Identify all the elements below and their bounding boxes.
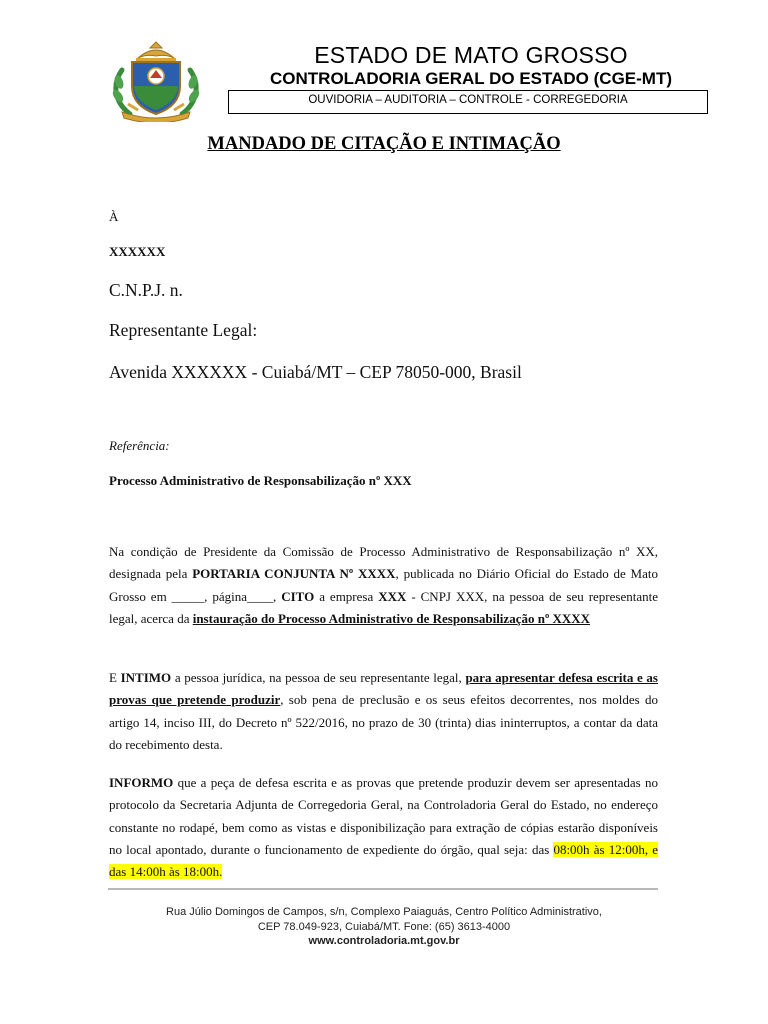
recipient-representative: Representante Legal: bbox=[109, 320, 258, 340]
recipient-cnpj: C.N.P.J. n. bbox=[109, 280, 183, 300]
citation-paragraph: Na condição de Presidente da Comissão de Processo Administrativo de Responsabilização nº XX, designada pela PORTARIA CONJUNTA Nº XXXX, publicada no Diário Oficial do Estado de Mato Grosso em _____, página____, CITO a empresa XXX - CNPJ XXX, na pessoa de seu representante legal, acerca da instauração do Processo Administrativo de Responsabilização nº XXXX bbox=[109, 544, 658, 626]
header-organization-name: CONTROLADORIA GERAL DO ESTADO (CGE-MT) bbox=[270, 69, 672, 88]
footer-divider bbox=[108, 888, 658, 890]
footer-address-line2: CEP 78.049-923, Cuiabá/MT. Fone: (65) 3613-4000 bbox=[257, 920, 511, 933]
document-title: MANDADO DE CITAÇÃO E INTIMAÇÃO bbox=[207, 134, 561, 154]
header-departments-box: OUVIDORIA – AUDITORIA – CONTROLE - CORREGEDORIA bbox=[228, 90, 708, 114]
reference-text: Processo Administrativo de Responsabilização nº XXX bbox=[109, 473, 412, 488]
recipient-to: À bbox=[109, 209, 119, 224]
reference-label: Referência: bbox=[109, 438, 170, 453]
office-hours-highlight: 08:00h às 12:00h, e das 14:00h às 18:00h. bbox=[109, 841, 658, 880]
footer-address bbox=[0, 905, 768, 949]
intimation-paragraph: E INTIMO a pessoa jurídica, na pessoa de seu representante legal, para apresentar defesa escrita e as provas que pretende produzir, sob pena de preclusão e os seus efeitos decorrentes, nos moldes do artigo 14, inciso III, do Decreto nº 522/2016, no prazo de 30 (trinta) dias ininterruptos, a contar da data do recebimento desta. bbox=[109, 670, 659, 752]
recipient-name: XXXXXX bbox=[109, 244, 166, 259]
state-coat-of-arms-icon bbox=[108, 40, 204, 122]
recipient-address: Avenida XXXXXX - Cuiabá/MT – CEP 78050-000, Brasil bbox=[109, 362, 522, 382]
information-paragraph: INFORMO que a peça de defesa escrita e as provas que pretende produzir devem ser apresentadas no protocolo da Secretaria Adjunta de Corregedoria Geral, na Controladoria Geral do Estado, no endereço constante no rodapé, bem como as vistas e disponibilização para extração de cópias estarão disponíveis no local apontado, durante o funcionamento de expediente do órgão, qual seja: das 08:00h às 12:00h, e das 14:00h às 18:00h. bbox=[109, 775, 658, 880]
footer-address-line1: Rua Júlio Domingos de Campos, s/n, Complexo Paiaguás, Centro Político Administrativo, bbox=[166, 906, 602, 918]
footer-website-link[interactable]: www.controladoria.mt.gov.br bbox=[308, 935, 460, 947]
header-state-name: ESTADO DE MATO GROSSO bbox=[314, 42, 628, 68]
